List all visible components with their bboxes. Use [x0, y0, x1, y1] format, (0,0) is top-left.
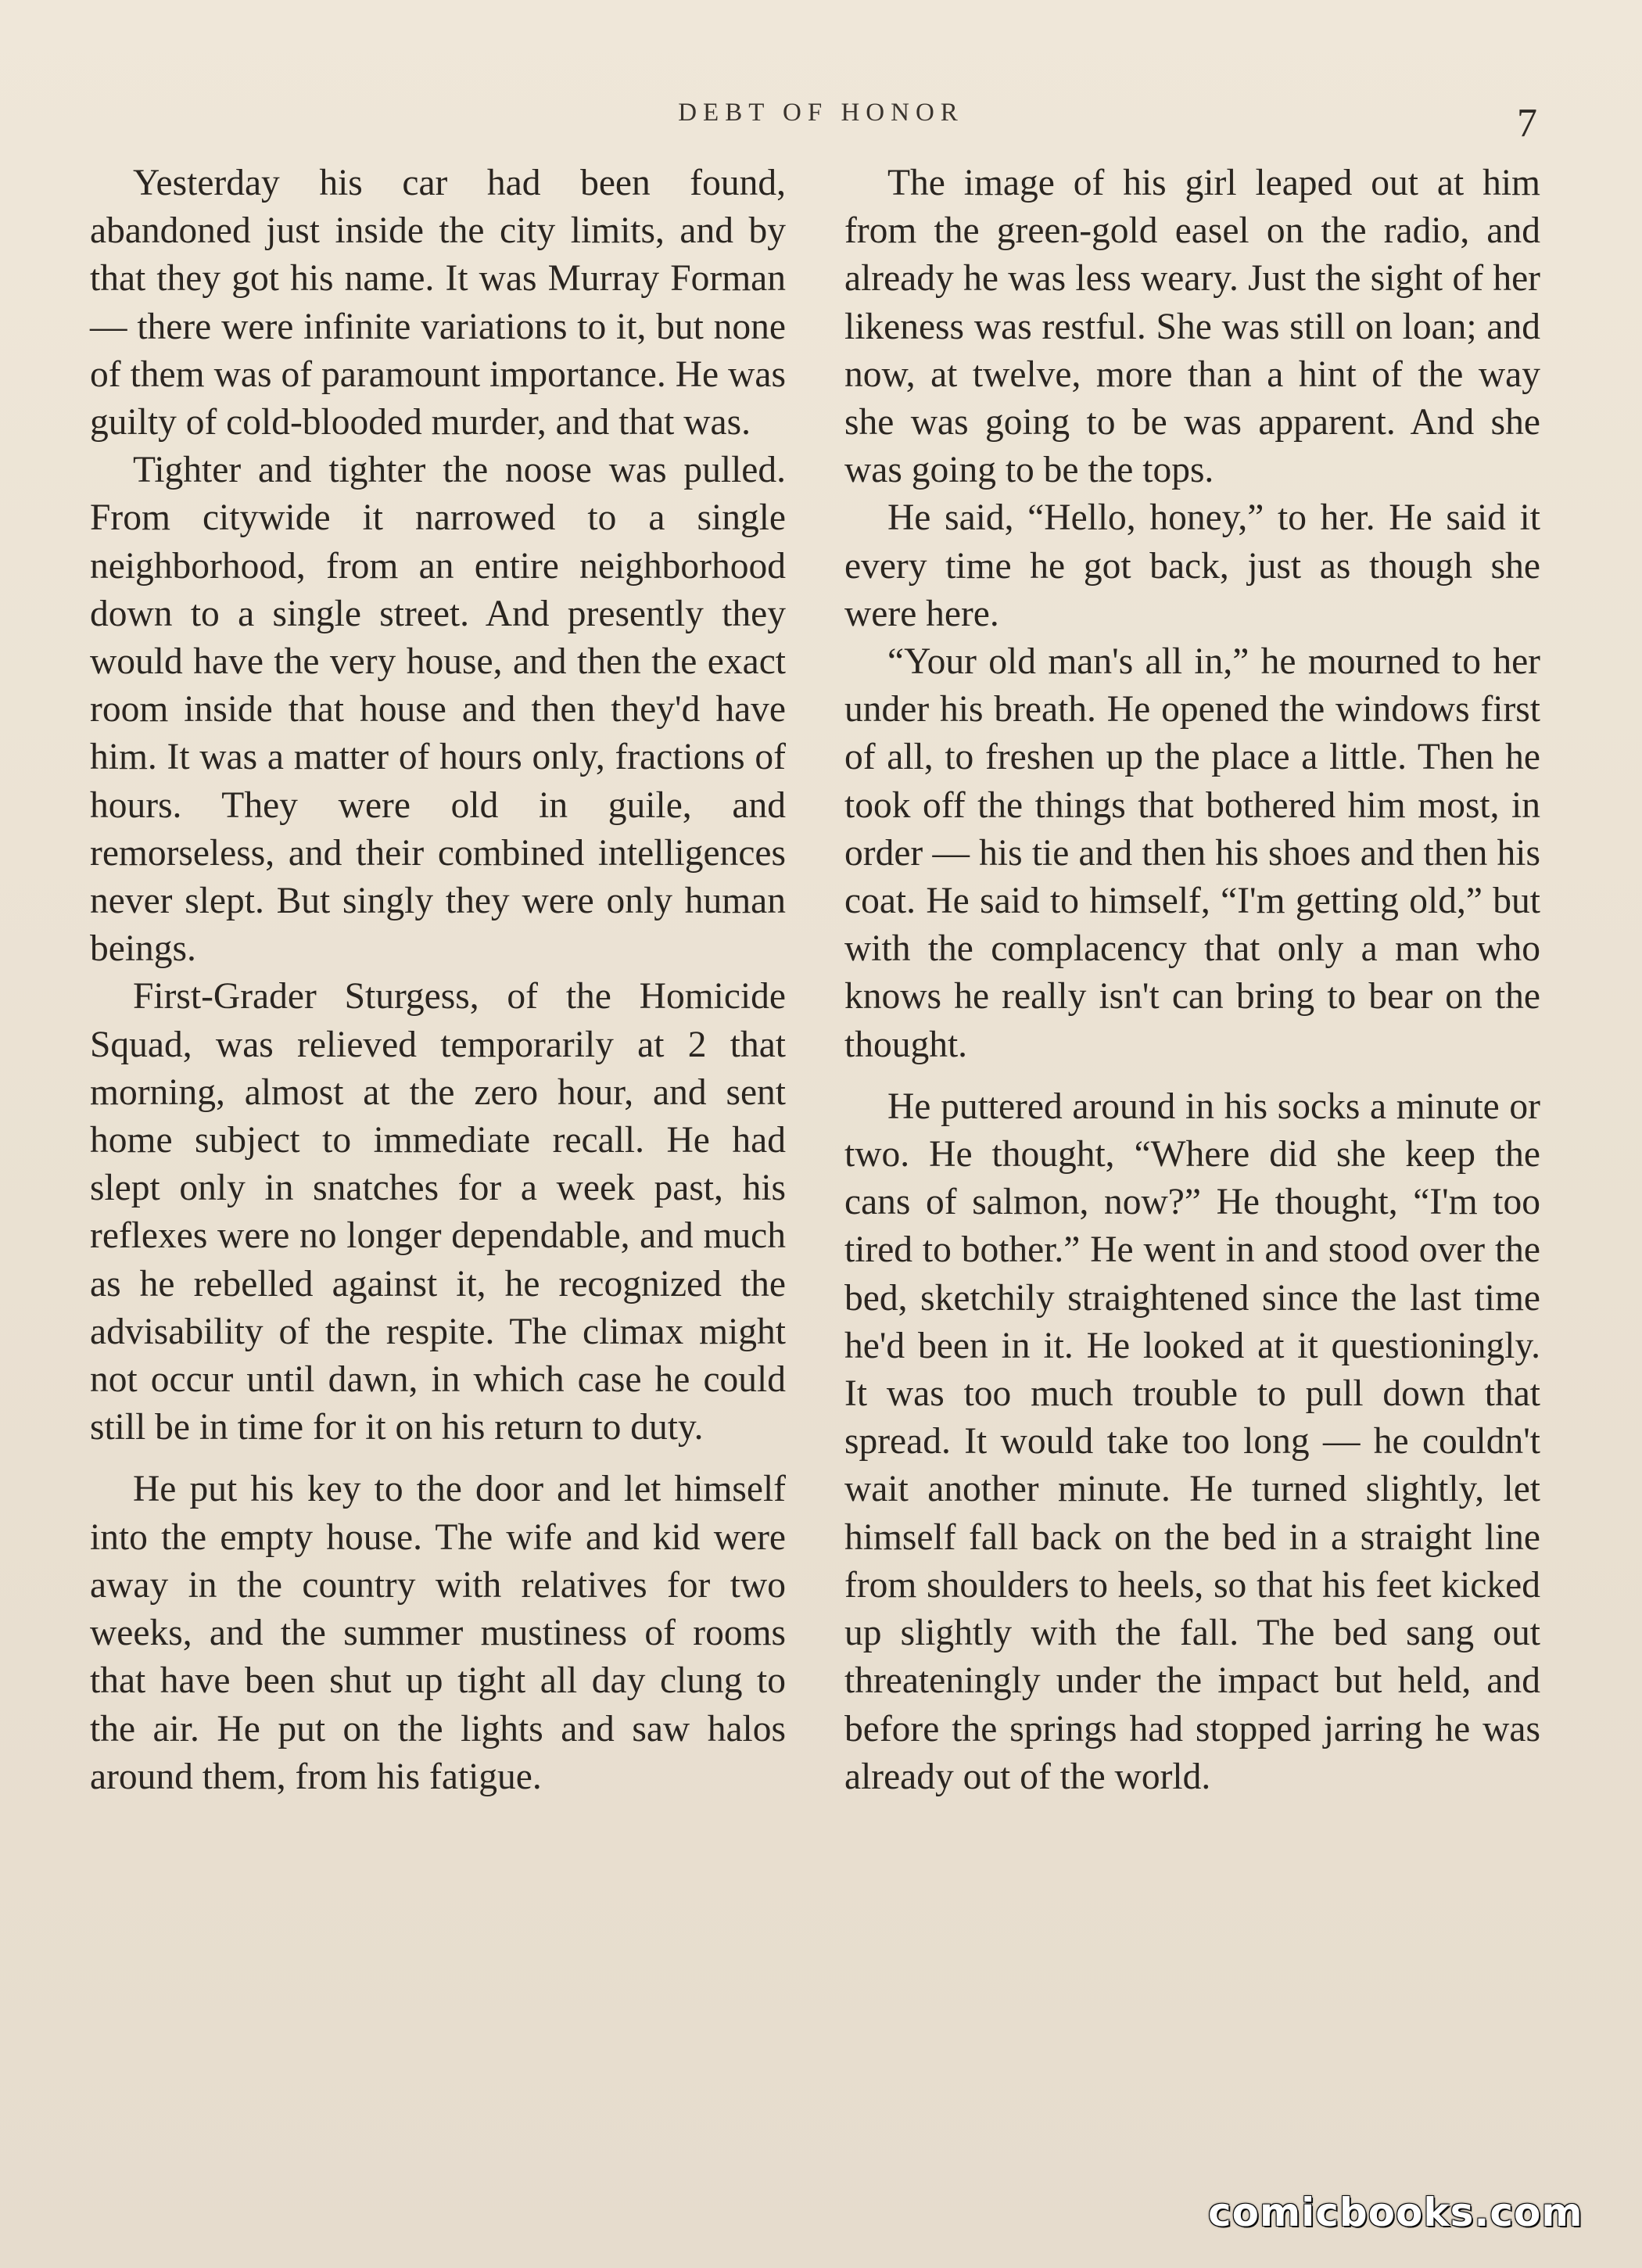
paragraph: He said, “Hello, honey,” to her. He said it every time he got back, just as though she were here. — [844, 497, 1540, 634]
paragraph: First-Grader Sturgess, of the Homicide Squad, was relieved temporarily at 2 that morning, almost at the zero hour, and sent home subject to immediate recall. He had slept only in snatches for a week past, his reflexes were no longer dependable, and much as he rebelled against it, he recognized the advisability of the respite. The climax might not occur until dawn, in which case he could still be in time for it on his return to duty. — [90, 976, 786, 1448]
left-column — [90, 160, 786, 1801]
paragraph: Yesterday his car had been found, abandoned just inside the city limits, and by that they got his name. It was Murray Forman — there were infinite variations to it, but none of them was of paramount importance. He was guilty of cold-blooded murder, and that was. — [90, 163, 786, 443]
page-number: 7 — [1517, 101, 1537, 145]
paragraph: Tighter and tighter the noose was pulled. From citywide it narrowed to a single neighborhood, from an entire neighborhood down to a single street. And presently they would have the very house, and then the exact room inside that house and then they'd have him. It was a matter of hours only, fractions of hours. They were old in guile, and remorseless, and their combined intelligences never slept. But singly they were only human beings. — [90, 450, 786, 970]
paragraph: “Your old man's all in,” he mourned to her under his breath. He opened the windows first of all, to freshen up the place a little. Then he took off the things that bothered him most, in order — his tie and then his shoes and then his coat. He said to himself, “I'm getting old,” but with the complacency that only a man who knows he really isn't can bring to bear on the thought. — [844, 641, 1540, 1065]
right-column — [844, 160, 1540, 1801]
running-title: DEBT OF HONOR — [678, 99, 964, 127]
site-watermark: comicbooks.com — [1208, 2190, 1583, 2235]
paragraph: The image of his girl leaped out at him from the green-gold easel on the radio, and already he was less weary. Just the sight of her likeness was restful. She was still on loan; and now, at twelve, more than a hint of the way she was going to be was apparent. And she was going to be the tops. — [844, 163, 1540, 491]
paragraph: He puttered around in his socks a minute or two. He thought, “Where did she keep the cans of salmon, now?” He thought, “I'm too tired to bother.” He went in and stood over the bed, sketchily straightened since the last time he'd been in it. He looked at it questioningly. It was too much trouble to pull down that spread. It would take too long — he couldn't wait another minute. He turned slightly, let himself fall back on the bed in a straight line from shoulders to heels, so that his feet kicked up slightly with the fall. The bed sang out threateningly under the impact but held, and before the springs had stopped jarring he was already out of the world. — [844, 1086, 1540, 1797]
paragraph: He put his key to the door and let himself into the empty house. The wife and kid were away in the country with relatives for two weeks, and the summer mustiness of rooms that have been shut up tight all day clung to the air. He put on the lights and saw halos around them, from his fatigue. — [90, 1469, 786, 1797]
